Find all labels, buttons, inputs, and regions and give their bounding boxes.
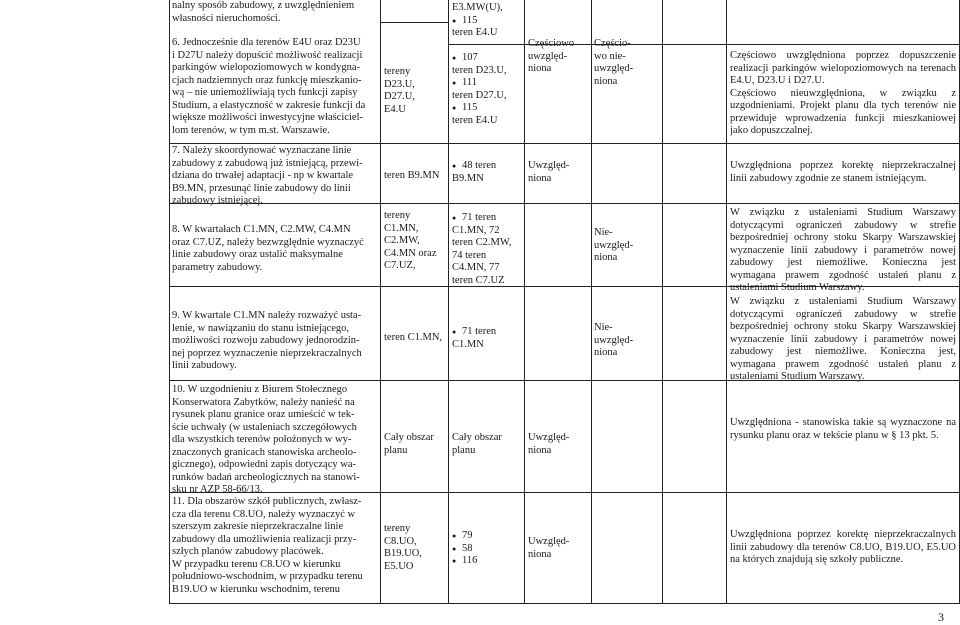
text-line: niona xyxy=(528,63,552,74)
text-line: uwzględ- xyxy=(594,239,634,251)
text-line: 9. W kwartale C1.MN należy rozważyć usta- xyxy=(172,310,362,321)
text-line: rysunek planu granice oraz umieścić w tek- xyxy=(172,409,355,420)
text-line: C7.UZ, xyxy=(384,260,416,271)
list-item: ● 115 xyxy=(462,15,522,28)
area-cell xyxy=(384,170,446,183)
text-line: sku nr AZP 58-66/13. xyxy=(172,484,263,495)
text-line: południowo-wschodnim, w przypadku terenu xyxy=(172,571,363,582)
text-line: C1.MN, xyxy=(384,222,419,234)
text-line: B19.UO w kierunku wschodnim, terenu xyxy=(172,583,340,595)
text-line: tereny xyxy=(384,66,411,77)
text-line: W przypadku terenu C8.UO w kierunku xyxy=(172,558,341,570)
area-cell xyxy=(384,66,446,116)
text-line: B9.MN xyxy=(452,172,484,184)
justification-cell xyxy=(730,160,956,185)
text-line: teren D23.U, xyxy=(452,64,507,76)
text-line: możliwości rozwoju zabudowy jednorodzin- xyxy=(172,335,360,346)
parcel-list xyxy=(452,212,522,225)
text-line: własności nieruchomości. xyxy=(172,12,281,24)
parcel-cell xyxy=(452,52,522,127)
text-line: zabudowy dla umożliwienia realizacji przy- xyxy=(172,533,357,545)
comment-cell xyxy=(172,0,379,25)
text-line: C1.MN xyxy=(452,338,484,350)
column-divider xyxy=(524,0,525,604)
area-cell xyxy=(384,210,446,273)
text-line: uwzględ- xyxy=(594,334,634,346)
text-line: C2.MW, xyxy=(384,235,420,246)
row-divider xyxy=(448,44,959,45)
parcel-cell xyxy=(452,212,522,287)
parcel-cell xyxy=(452,160,522,185)
text-line: C8.UO, xyxy=(384,535,417,547)
parcel-list xyxy=(452,326,522,339)
text-line: dziana do trwałej adaptacji - np w kwartale xyxy=(172,170,354,181)
text-line: niona xyxy=(594,347,618,358)
text-line: cza dla terenu C8.UO, należy wyznaczyć w xyxy=(172,508,356,520)
area-cell xyxy=(384,523,446,573)
text-line: Studium, a elastyczność w zakresie funkcji da xyxy=(172,99,366,111)
text-paragraph: Częściowo nieuwzględniona, w związku z uzgodnieniami. Projekt planu dla tych terenów nie przewiduje wprowadzenia funkcji mieszkaniowej jako dopuszczalnej. xyxy=(730,87,956,136)
text-paragraph: Częściowo uwzględniona poprzez dopuszczenie realizacji parkingów wielopoziomowych na terenach E4.U, D23.U i D27.U. xyxy=(730,50,956,86)
comment-cell xyxy=(172,224,379,274)
text-line: niona xyxy=(594,252,618,263)
text-line: C4.MN oraz xyxy=(384,247,437,259)
text-line: tereny xyxy=(384,210,411,221)
comment-cell xyxy=(172,310,379,373)
text-line: wą – nie uniemożliwiają tych funkcji zapisy xyxy=(172,87,358,98)
row-divider xyxy=(380,22,448,23)
text-line: 11. Dla obszarów szkół publicznych, zwłasz- xyxy=(172,496,362,507)
text-line: Uwzględ- xyxy=(528,160,570,171)
text-paragraph: W związku z ustaleniami Studium Warszawy dotyczącymi ograniczeń zabudowy w strefie bezpośredniej ochrony stoku Skarpy Warszawskiej wyznaczenie linii zabudowy i parametrów nowej zabudowy jest niemożliwe. Konieczna jest wymagana prawem zgodność ustaleń planu z ustaleniami Studium Warszawy. xyxy=(730,207,956,293)
text-line: E4.U xyxy=(384,103,406,115)
column-divider xyxy=(169,0,170,604)
decision-cell xyxy=(594,322,660,360)
text-line: teren C1.MN, xyxy=(384,332,443,343)
text-line: uwzględ- xyxy=(594,63,634,74)
area-cell xyxy=(384,332,446,345)
text-line: oraz C7.UZ, należy bezwzględnie wyznaczyć xyxy=(172,236,364,248)
justification-cell xyxy=(730,529,956,567)
text-line: Uwzględ- xyxy=(528,432,570,443)
text-line: cjach nadziemnych oraz funkcję mieszkanio- xyxy=(172,74,362,86)
parcel-cell xyxy=(452,326,522,351)
decision-cell xyxy=(594,227,660,265)
text-line: linie zabudowy oraz ustalić maksymalne xyxy=(172,249,343,260)
page-number: 3 xyxy=(938,610,944,624)
text-line: dla wszystkich terenów położonych w wy- xyxy=(172,434,352,445)
text-line: uwzględ- xyxy=(528,50,568,62)
parcel-list xyxy=(452,160,522,173)
text-line: i D27U należy dopuścić możliwość realizacji xyxy=(172,49,363,61)
text-line: 10. W uzgodnieniu z Biurem Stołecznego xyxy=(172,384,348,395)
list-item: ● 79 xyxy=(462,530,522,543)
text-line: planu xyxy=(452,444,476,456)
text-line: D27.U, xyxy=(384,91,415,102)
text-line: teren E4.U xyxy=(452,114,498,126)
list-item: ● 71 teren xyxy=(462,212,522,225)
text-line: teren B9.MN xyxy=(384,170,440,181)
text-line: teren E4.U xyxy=(452,27,498,38)
text-paragraph: W związku z ustaleniami Studium Warszawy dotyczącymi ograniczeń zabudowy w strefie bezpośredniej ochrony stoku Skarpy Warszawskiej wyznaczenie linii zabudowy i parametrów nowej zabudowy jest niemożliwe. Konieczna jest, wymagana prawem zgodność ustaleń planu z ustaleniami Studium Warszawy. xyxy=(730,296,956,382)
parcel-list xyxy=(452,77,522,90)
text-line: Częścio- xyxy=(594,38,631,49)
parcel-cell xyxy=(452,2,522,40)
text-line: E3.MW(U), xyxy=(452,2,503,13)
text-line: gicznego), odpowiedni zapis dotyczący wa- xyxy=(172,459,356,470)
decision-cell xyxy=(528,160,590,185)
text-line: niona xyxy=(528,548,552,560)
text-line: 8. W kwartałach C1.MN, C2.MW, C4.MN xyxy=(172,224,351,235)
justification-cell xyxy=(730,417,956,442)
parcel-list xyxy=(452,530,522,568)
decision-cell xyxy=(528,536,590,561)
text-line: lenie, w nawiązaniu do stanu istniejącego, xyxy=(172,322,349,334)
text-line: większe możliwości inwestycyjne właściciel- xyxy=(172,112,363,123)
text-line: 74 teren xyxy=(452,249,487,261)
text-line: B9.MN, przesunąć linie zabudowy do linii xyxy=(172,182,351,194)
text-line: 6. Jednocześnie dla terenów E4U oraz D23U xyxy=(172,37,361,48)
text-line: Uwzględ- xyxy=(528,536,570,547)
parcel-list xyxy=(452,102,522,115)
text-line: parkingów wielopoziomowych w kondygna- xyxy=(172,62,361,73)
text-line: planu xyxy=(384,444,408,456)
comment-cell xyxy=(172,37,379,137)
text-line: Nie- xyxy=(594,227,613,238)
text-line: Nie- xyxy=(594,322,613,333)
parcel-list xyxy=(452,15,522,28)
text-line: teren C2.MW, xyxy=(452,237,512,248)
list-item: ● 58 xyxy=(462,543,522,556)
column-divider xyxy=(662,0,663,604)
text-line: teren D27.U, xyxy=(452,89,507,101)
comment-cell xyxy=(172,145,379,208)
area-cell xyxy=(384,432,446,457)
parcel-cell xyxy=(452,432,522,457)
justification-cell xyxy=(730,296,956,384)
text-line: D23.U, xyxy=(384,78,415,90)
text-line: szerszym zakresie nieprzekraczalne linie xyxy=(172,521,344,532)
text-paragraph: Uwzględniona - stanowiska takie są wyznaczone na rysunku planu oraz w tekście planu w § 13 pkt. 5. xyxy=(730,417,956,441)
text-line: lom terenów, w tym m.st. Warszawie. xyxy=(172,124,330,136)
text-line: Cały obszar xyxy=(384,432,434,443)
text-line: parametry zabudowy. xyxy=(172,261,263,273)
text-line: runków badań archeologicznych na stanowi- xyxy=(172,471,360,483)
text-line: linii zabudowy. xyxy=(172,360,237,371)
list-item: ● 71 teren xyxy=(462,326,522,339)
row-divider xyxy=(169,603,959,604)
text-paragraph: Uwzględniona poprzez korektę nieprzekraczalnej linii zabudowy zgodnie ze stanem istniejącym. xyxy=(730,160,956,184)
list-item: ● 115 xyxy=(462,102,522,115)
list-item: ● 111 xyxy=(462,77,522,90)
list-item: ● 107 xyxy=(462,52,522,65)
column-divider xyxy=(380,0,381,604)
list-item: ● 116 xyxy=(462,555,522,568)
text-line: ście uchwały (w ustaleniach szczegółowych xyxy=(172,421,357,433)
comment-cell xyxy=(172,496,379,596)
text-line: E5.UO xyxy=(384,560,414,572)
text-line: niona xyxy=(528,444,552,456)
decision-cell xyxy=(594,38,660,88)
text-line: niona xyxy=(594,75,618,87)
text-line: szłych planów zabudowy placówek. xyxy=(172,546,324,557)
list-item: ● 48 teren xyxy=(462,160,522,173)
text-line: 7. Należy skoordynować wyznaczane linie xyxy=(172,145,352,156)
parcel-list xyxy=(452,52,522,65)
text-line: znaczonych granicach stanowiska archeolo- xyxy=(172,446,357,458)
decision-cell xyxy=(528,38,590,76)
decision-cell xyxy=(528,432,590,457)
text-line: zabudowy istniejącej. xyxy=(172,195,263,206)
column-divider xyxy=(726,0,727,604)
text-line: C1.MN, 72 xyxy=(452,224,500,236)
text-paragraph: Uwzględniona poprzez korektę nieprzekraczalnych linii zabudowy dla terenów C8.UO, B19.UO, E5.UO na których znajdują się szkoły publiczne. xyxy=(730,529,956,565)
text-line: teren C7.UZ xyxy=(452,274,505,286)
text-line: nej poprzez wyznaczenie nieprzekraczalnych xyxy=(172,347,362,359)
text-line: tereny xyxy=(384,523,411,534)
comment-cell xyxy=(172,384,379,497)
parcel-cell xyxy=(452,530,522,568)
justification-cell xyxy=(730,50,956,138)
text-line: C4.MN, 77 xyxy=(452,262,500,273)
justification-cell xyxy=(730,207,956,295)
text-line: Konserwatora Zabytków, należy nanieść na xyxy=(172,396,355,408)
column-divider xyxy=(448,0,449,604)
text-line: Cały obszar xyxy=(452,432,502,443)
text-line: wo nie- xyxy=(594,50,626,62)
text-line: Częściowo xyxy=(528,38,575,49)
text-line: niona xyxy=(528,172,552,184)
row-divider xyxy=(169,143,959,144)
text-line: B19.UO, xyxy=(384,548,422,559)
text-line: nalny sposób zabudowy, z uwzględnieniem xyxy=(172,0,355,11)
text-line: zabudowy z zabudową już istniejącą, przewi- xyxy=(172,157,363,169)
column-divider xyxy=(591,0,592,604)
